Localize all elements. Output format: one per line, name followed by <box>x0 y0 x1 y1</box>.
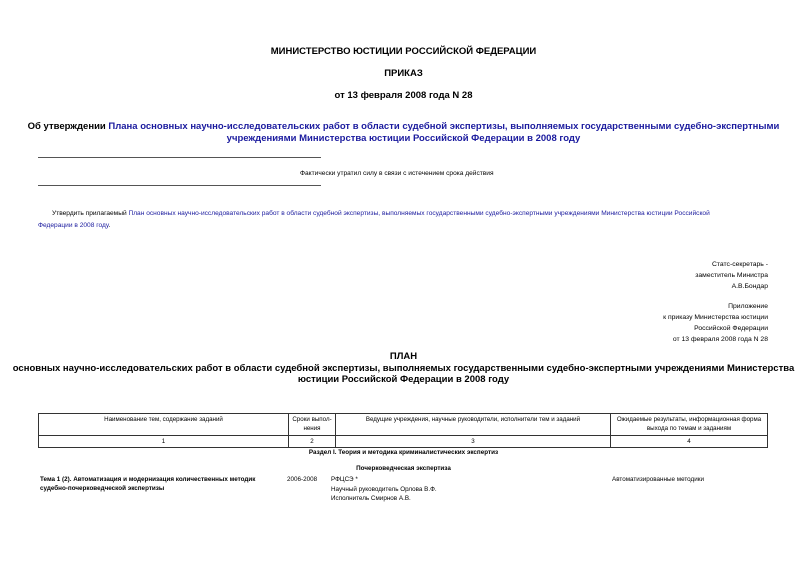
table-section-heading: Раздел I. Теория и методика криминалистических экспертиз <box>308 449 499 456</box>
table-header-cell: Ожидаемые результаты, информационная форма выхода по темам и заданиям <box>611 414 768 436</box>
table-row-period: 2006-2008 <box>287 476 318 483</box>
signature-position: Статс-секретарь - <box>711 261 768 268</box>
body-text: Утвердить прилагаемый <box>52 210 129 217</box>
body-end: . <box>108 222 111 229</box>
table-number-cell: 4 <box>611 436 768 448</box>
plan-heading-block <box>0 351 807 386</box>
signature-name: А.В.Бондар <box>731 283 768 290</box>
body-plan-link-line2[interactable]: Федерации в 2008 году <box>38 222 109 229</box>
appendix-block <box>663 301 768 345</box>
signature-block <box>695 259 768 292</box>
plan-subtitle-1: основных научно-исследовательских работ в области судебной экспертизы, выполняемых государственными судебно-экспертными учреждениями Министерства <box>12 362 795 374</box>
body-paragraph <box>38 208 768 232</box>
status-note: Фактически утратил силу в связи с истечением срока действия <box>300 170 494 177</box>
divider-bottom <box>38 185 321 186</box>
table-row-result: Автоматизированные методики <box>612 476 704 483</box>
table-number-row <box>39 436 768 448</box>
signature-position-2: заместитель Министра <box>695 272 768 279</box>
appendix-ref: к приказу Министерства юстиции <box>663 314 768 321</box>
table-row-org: РФЦСЭ * <box>331 476 358 483</box>
table-row-topic: Тема 1 (2). Автоматизация и модернизация количественных методик судебно-почерковедческой экспертизы <box>40 476 256 492</box>
title-prefix: Об утверждении <box>27 121 109 132</box>
document-type: ПРИКАЗ <box>384 68 423 79</box>
table-header-cell: Наименование тем, содержание заданий <box>39 414 289 436</box>
body-plan-link[interactable]: План основных научно-исследовательских работ в области судебной экспертизы, выполняемых государственными судебно-экспертными учреждениями Министерства юстиции Российской <box>128 210 710 217</box>
table-header-row <box>39 414 768 436</box>
table-number-cell: 3 <box>336 436 611 448</box>
document-date: от 13 февраля 2008 года N 28 <box>334 90 473 101</box>
appendix-ref-2: Российской Федерации <box>694 325 768 332</box>
table-header-cell: Ведущие учреждения, научные руководители, исполнители тем и заданий <box>336 414 611 436</box>
document-title <box>0 121 807 145</box>
table-row-executor: Исполнитель Смирнов А.В. <box>331 495 411 502</box>
plan-table <box>38 413 768 448</box>
table-number-cell: 1 <box>39 436 289 448</box>
table-row-org-block <box>331 475 437 504</box>
table-row-supervisor: Научный руководитель Орлова В.Ф. <box>331 485 437 493</box>
table-number-cell: 2 <box>289 436 336 448</box>
title-link[interactable]: Плана основных научно-исследовательских работ в области судебной экспертизы, выполняемых государственными судебно-экспертными <box>108 121 780 132</box>
title-link-line2[interactable]: учреждениями Министерства юстиции Российской Федерации в 2008 году <box>226 133 581 144</box>
appendix-label: Приложение <box>728 303 768 310</box>
plan-heading: ПЛАН <box>389 351 418 362</box>
appendix-date: от 13 февраля 2008 года N 28 <box>672 336 768 343</box>
plan-subtitle-2: юстиции Российской Федерации в 2008 году <box>297 374 510 385</box>
table-header-cell: Сроки выпол-нения <box>289 414 336 436</box>
divider-top <box>38 157 321 158</box>
ministry-heading: МИНИСТЕРСТВО ЮСТИЦИИ РОССИЙСКОЙ ФЕДЕРАЦИИ <box>270 46 537 57</box>
table-subsection-heading: Почерковедческая экспертиза <box>356 465 451 472</box>
